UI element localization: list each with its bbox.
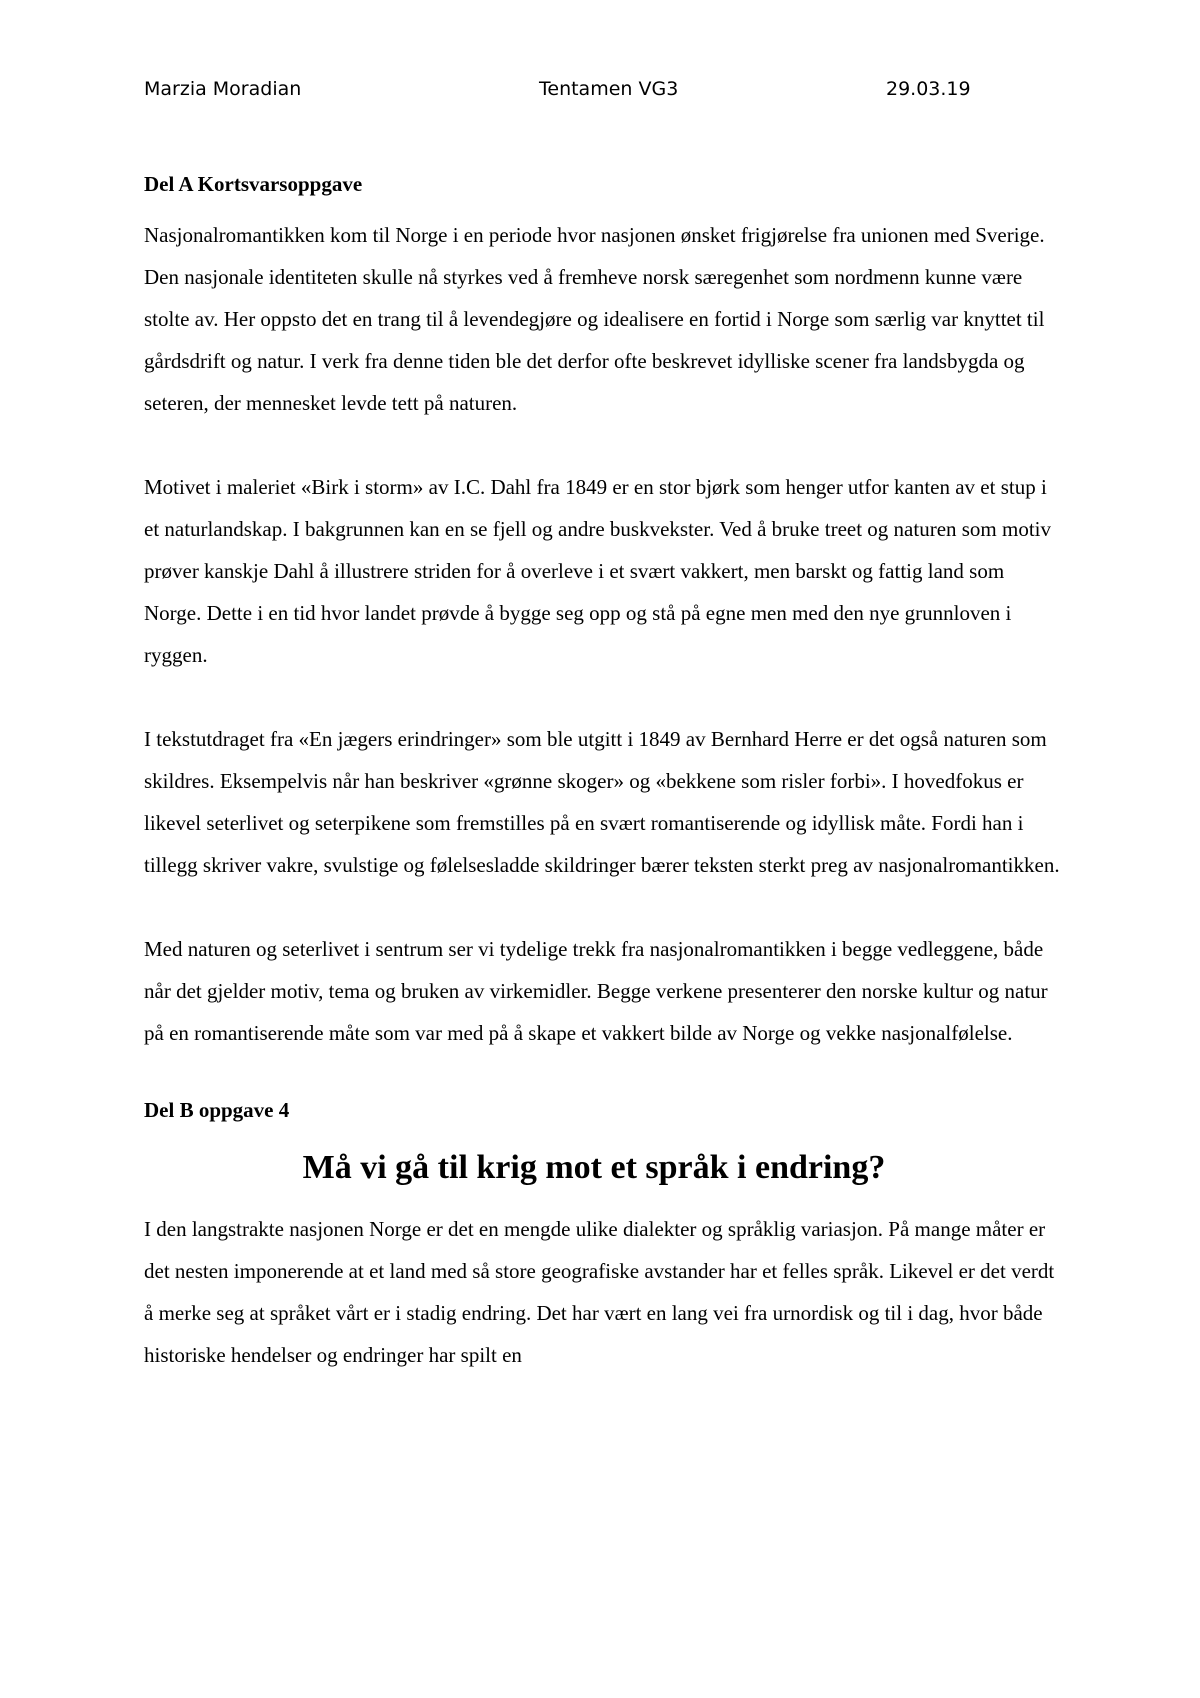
essay-title: Må vi gå til krig mot et språk i endring? [302, 1149, 886, 1186]
page-header [144, 74, 972, 104]
section-a-paragraph-1: Nasjonalromantikken kom til Norge i en periode hvor nasjonen ønsket frigjørelse fra unionen med Sverige. Den nasjonale identiteten skulle nå styrkes ved å fremheve norsk særegenhet som nordmenn kunne være stolte av. Her oppsto det en trang til å levendegjøre og idealisere en fortid i Norge som særlig var knyttet til gårdsdrift og natur. I verk fra denne tiden ble det derfor ofte beskrevet idylliske scener fra landsbygda og seteren, der mennesket levde tett på naturen. [144, 223, 1045, 415]
document-body [144, 170, 1064, 1418]
section-a-paragraph-2: Motivet i maleriet «Birk i storm» av I.C. Dahl fra 1849 er en stor bjørk som henger utfor kanten av et stup i et naturlandskap. I bakgrunnen kan en se fjell og andre buskvekster. Ved å bruke treet og naturen som motiv prøver kanskje Dahl å illustrere striden for å overleve i et svært vakkert, men barskt og fattig land som Norge. Dette i en tid hvor landet prøvde å bygge seg opp og stå på egne men med den nye grunnloven i ryggen. [144, 475, 1052, 667]
header-date: 29.03.19 [886, 78, 971, 100]
section-a-paragraph-3: I tekstutdraget fra «En jægers erindringer» som ble utgitt i 1849 av Bernhard Herre er det også naturen som skildres. Eksempelvis når han beskriver «grønne skoger» og «bekkene som risler forbi». I hovedfokus er likevel seterlivet og seterpikene som fremstilles på en svært romantiserende og idyllisk måte. Fordi han i tillegg skriver vakre, svulstige og følelsesladde skildringer bærer teksten sterkt preg av nasjonalromantikken. [144, 727, 1060, 877]
section-b-heading: Del B oppgave 4 [144, 1098, 290, 1122]
section-b-paragraph-1: I den langstrakte nasjonen Norge er det en mengde ulike dialekter og språklig variasjon. På mange måter er det nesten imponerende at et land med så store geografiske avstander har et felles språk. Likevel er det verdt å merke seg at språket vårt er i stadig endring. Det har vært en lang vei fra urnordisk og til i dag, hvor både historiske hendelser og endringer har spilt en [144, 1217, 1055, 1367]
section-a-paragraph-4: Med naturen og seterlivet i sentrum ser vi tydelige trekk fra nasjonalromantikken i begge vedleggene, både når det gjelder motiv, tema og bruken av virkemidler. Begge verkene presenterer den norske kultur og natur på en romantiserende måte som var med på å skape et vakkert bilde av Norge og vekke nasjonalfølelse. [144, 937, 1048, 1045]
section-a-heading: Del A Kortsvarsoppgave [144, 172, 363, 196]
header-author: Marzia Moradian [144, 78, 302, 100]
header-exam-title: Tentamen VG3 [539, 78, 679, 100]
